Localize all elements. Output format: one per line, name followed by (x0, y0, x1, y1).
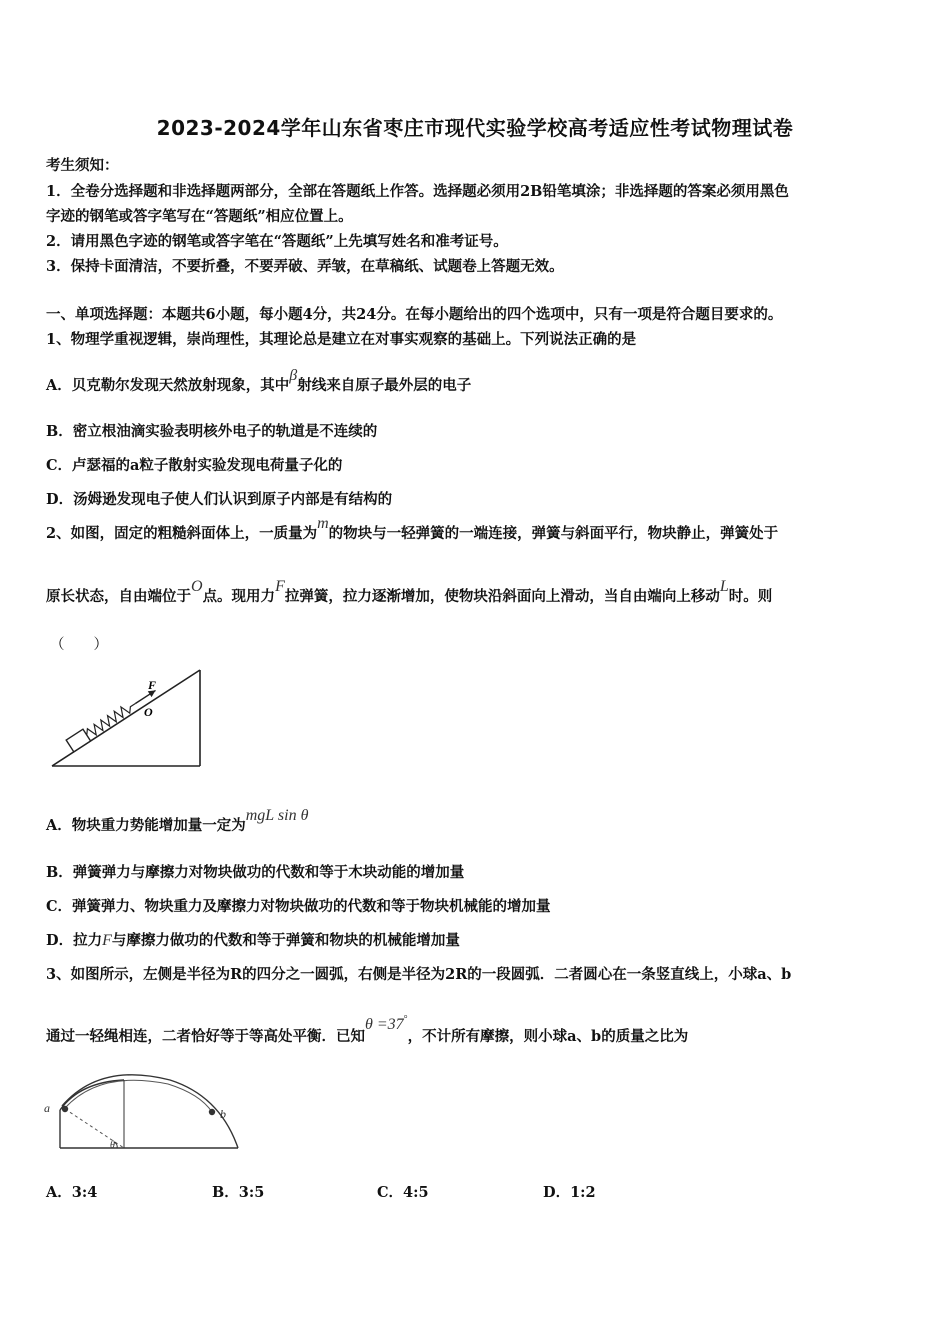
figure-label-f: F (148, 678, 157, 692)
q1-stem: 1、物理学重视逻辑，崇尚理性，其理论总是建立在对事实观察的基础上。下列说法正确的是 (46, 331, 637, 348)
notice-line-2: 2．请用黑色字迹的钢笔或答字笔在“答题纸”上先填写姓名和准考证号。 (46, 233, 508, 250)
q2-stem-a2: 的物块与一轻弹簧的一端连接，弹簧与斜面平行，物块静止，弹簧处于 (328, 525, 779, 542)
quarter-arc (60, 1080, 124, 1110)
section-1-heading: 一、单项选择题：本题共6小题，每小题4分，共24分。在每小题给出的四个选项中，只有一项是符合题目要求的。 (46, 306, 783, 323)
ball-b (209, 1109, 215, 1115)
q1-option-a-pre: A．贝克勒尔发现天然放射现象，其中 (46, 377, 290, 394)
q1-option-a-post: 射线来自原子最外层的电子 (297, 377, 472, 394)
notice-line-1b: 字迹的钢笔或答字笔写在“答题纸”相应位置上。 (46, 208, 353, 225)
q1-option-c: C．卢瑟福的a粒子散射实验发现电荷量子化的 (46, 457, 343, 474)
q2-stem-b1: 原长状态，自由端位于 (46, 588, 191, 605)
notice-line-3: 3．保持卡面清洁，不要折叠，不要弄破、弄皱，在草稿纸、试题卷上答题无效。 (46, 258, 564, 275)
notice-heading: 考生须知： (46, 157, 119, 174)
theta-value: θ =37 (365, 1016, 404, 1033)
q3-option-a: A．3:4 (46, 1184, 98, 1201)
mass-symbol: m (317, 515, 329, 532)
q2-stem-b2: 点。现用力 (202, 588, 276, 605)
q2-option-a (46, 807, 309, 835)
q1-option-d: D．汤姆逊发现电子使人们认识到原子内部是有结构的 (46, 491, 393, 508)
force-symbol-d: F (102, 932, 112, 949)
q2-stem-b4: 时。则 (728, 588, 773, 605)
q2-stem-line-2 (46, 578, 773, 606)
q2-option-c: C．弹簧弹力、物块重力及摩擦力对物块做功的代数和等于物块机械能的增加量 (46, 898, 551, 915)
q2-option-b: B．弹簧弹力与摩擦力对物块做功的代数和等于木块动能的增加量 (46, 864, 465, 881)
label-theta: θ (110, 1140, 115, 1151)
figure-label-o: O (144, 705, 153, 719)
q2-option-d-post: 与摩擦力做功的代数和等于弹簧和物块的机械能增加量 (111, 932, 460, 949)
ball-a (62, 1106, 68, 1112)
q3-option-b: B．3:5 (212, 1184, 265, 1201)
q2-option-a-pre: A．物块重力势能增加量一定为 (46, 817, 246, 834)
page-title: 2023-2024学年山东省枣庄市现代实验学校高考适应性考试物理试卷 (156, 116, 794, 140)
q1-option-b: B．密立根油滴实验表明核外电子的轨道是不连续的 (46, 423, 378, 440)
q2-option-d-pre: D．拉力 (46, 932, 103, 949)
q2-stem-a1: 2、如图，固定的粗糙斜面体上，一质量为 (46, 525, 318, 542)
q3-option-d: D．1:2 (543, 1184, 596, 1201)
label-b: b (220, 1107, 226, 1121)
q1-option-a (46, 367, 472, 395)
q3-option-c: C．4:5 (377, 1184, 429, 1201)
label-a: a (44, 1101, 50, 1115)
length-symbol: L (719, 578, 729, 595)
q3-stem-line-2 (46, 1014, 689, 1046)
q2-stem-b3: 拉弹簧，拉力逐渐增加，使物块沿斜面向上滑动，当自由端向上移动 (284, 588, 720, 605)
spring (84, 699, 138, 739)
incline-figure (40, 660, 210, 772)
point-o-symbol: O (191, 578, 203, 595)
notice-line-1a: 1．全卷分选择题和非选择题两部分，全部在答题纸上作答。选择题必须用2B铅笔填涂；非选择题的答案必须用黑色 (46, 183, 789, 200)
degree-mark: ° (403, 1014, 408, 1025)
theta-expression (365, 1016, 408, 1033)
q3-stem-line-1: 3、如图所示，左侧是半径为R的四分之一圆弧，右侧是半径为2R的一段圆弧．二者圆心在一条竖直线上，小球a、b (46, 966, 792, 983)
q2-option-d (46, 929, 460, 950)
answer-paren: （ ） (50, 637, 108, 653)
force-symbol: F (275, 578, 285, 595)
arc-figure (40, 1066, 245, 1154)
beta-symbol: β (289, 367, 298, 384)
q3-stem-b2: ，不计所有摩擦，则小球a、b的质量之比为 (407, 1028, 689, 1045)
potential-energy-expression: mgL sin θ (245, 807, 309, 824)
q3-stem-b1: 通过一轻绳相连，二者恰好等于等高处平衡．已知 (46, 1028, 365, 1045)
q2-stem-line-1 (46, 515, 779, 543)
